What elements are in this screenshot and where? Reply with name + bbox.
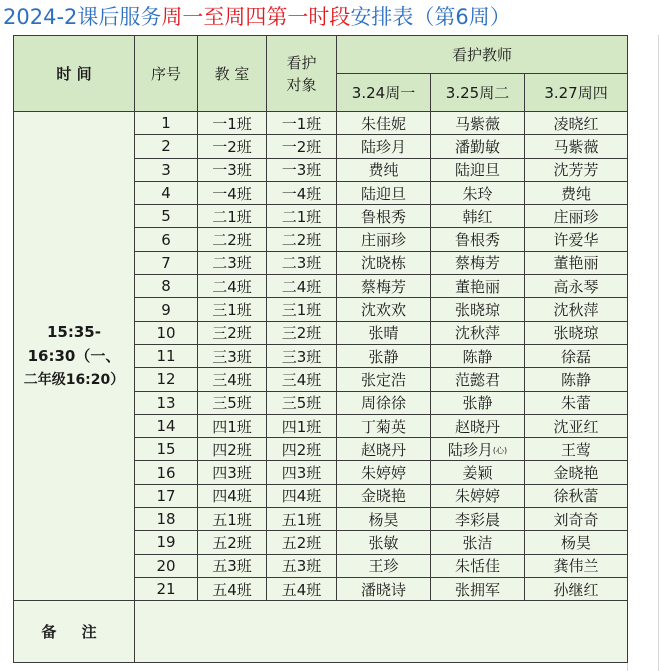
target-cell-text: 四2班 (281, 440, 322, 459)
room-cell (198, 205, 267, 228)
room-cell (198, 508, 267, 531)
target-cell (267, 577, 337, 600)
teacher-day3-cell (525, 508, 628, 531)
seq-cell-text: 20 (156, 556, 176, 575)
room-cell-text: 五1班 (212, 510, 252, 529)
teacher-day2-cell (431, 298, 525, 321)
teacher-day1-cell (337, 508, 431, 531)
teacher-day1-cell-text: 鲁根秀 (360, 207, 406, 226)
seq-cell (135, 205, 198, 228)
room-cell (198, 368, 267, 391)
room-cell (198, 531, 267, 554)
teacher-day1-cell-text: 张定浩 (360, 370, 406, 389)
room-cell-text: 三5班 (212, 394, 252, 413)
teacher-day1-cell-text: 赵晓丹 (360, 440, 406, 459)
room-cell (198, 391, 267, 414)
seq-cell-text: 14 (156, 417, 176, 435)
target-cell (267, 414, 337, 437)
teacher-day3-cell (525, 391, 628, 414)
room-cell (198, 321, 267, 344)
teacher-day1-cell (337, 251, 431, 274)
teacher-day2-cell-text: 张洁 (462, 533, 493, 552)
teacher-day2-cell-text: 陆珍月 (447, 440, 493, 459)
seq-cell-text: 11 (156, 347, 176, 366)
target-cell (267, 508, 337, 531)
room-cell (198, 251, 267, 274)
teacher-day2-cell-text: 陆迎旦 (454, 161, 500, 180)
teacher-day2-cell (431, 158, 525, 181)
teacher-day1-cell-text: 朱佳妮 (360, 114, 406, 133)
room-cell (198, 158, 267, 181)
teacher-day1-cell-text: 杨昊 (368, 510, 399, 529)
header-target-line2: 对象 (286, 75, 317, 94)
seq-cell (135, 438, 198, 461)
target-cell-text: 二1班 (281, 207, 322, 226)
target-cell (267, 158, 337, 181)
seq-cell (135, 484, 198, 507)
header-day-1: 3.24周一 (337, 74, 431, 112)
teacher-day2-cell-text: 李彩晨 (454, 510, 500, 529)
teacher-day3-cell-text: 费纯 (561, 184, 592, 203)
teacher-day1-cell (337, 112, 431, 135)
teacher-day3-cell (525, 461, 628, 484)
teacher-day1-cell (337, 275, 431, 298)
seq-cell-text: 6 (161, 230, 171, 249)
time-slot-line: 二年级16:20） (23, 372, 125, 389)
header-day-3: 3.27周四 (525, 74, 628, 112)
target-cell-text: 三1班 (281, 301, 322, 320)
teacher-day1-cell (337, 554, 431, 577)
room-cell-text: 五3班 (212, 557, 252, 576)
teacher-day3-cell (525, 344, 628, 367)
teacher-day3-cell-text: 董艳丽 (553, 254, 599, 273)
target-cell-text: 五4班 (281, 580, 322, 599)
teacher-day2-cell-text: 赵晓丹 (454, 417, 500, 436)
teacher-day2-cell (431, 344, 525, 367)
teacher-day1-cell-text: 周徐徐 (360, 394, 406, 413)
room-cell (198, 554, 267, 577)
notes-row (14, 601, 628, 663)
teacher-day1-cell-text: 王珍 (368, 557, 399, 576)
target-cell (267, 135, 337, 158)
table-row (14, 112, 628, 135)
target-cell (267, 391, 337, 414)
seq-cell-text: 10 (156, 323, 176, 342)
teacher-day3-cell-text: 孙继红 (553, 580, 599, 599)
target-cell-text: 三5班 (281, 394, 322, 413)
seq-cell (135, 112, 198, 135)
target-cell (267, 484, 337, 507)
seq-cell (135, 344, 198, 367)
teacher-day1-cell (337, 531, 431, 554)
header-target (267, 36, 337, 112)
teacher-day3-cell (525, 414, 628, 437)
schedule-table (13, 35, 628, 663)
teacher-day1-cell (337, 205, 431, 228)
teacher-day2-cell-text: 范懿君 (454, 370, 500, 389)
teacher-day1-cell-text: 沈晓栋 (360, 254, 406, 273)
teacher-day3-cell-text: 沈秋萍 (553, 301, 599, 320)
teacher-day1-cell (337, 135, 431, 158)
teacher-day1-cell-text: 朱婷婷 (360, 464, 406, 483)
teacher-day2-cell (431, 438, 525, 461)
notes-label: 备 注 (14, 601, 135, 663)
teacher-day2-cell (431, 577, 525, 600)
room-cell-text: 五4班 (212, 580, 252, 599)
teacher-day3-cell-text: 沈芳芳 (553, 161, 599, 180)
target-cell-text: 一3班 (281, 161, 322, 180)
teacher-day1-cell (337, 414, 431, 437)
teacher-day3-cell (525, 251, 628, 274)
room-cell-text: 一1班 (212, 114, 252, 133)
teacher-day2-cell-text: 朱恬佳 (454, 557, 500, 576)
teacher-day2-cell-text: 陈静 (462, 347, 493, 366)
seq-cell (135, 414, 198, 437)
seq-cell (135, 368, 198, 391)
seq-cell-text: 4 (161, 184, 171, 203)
target-cell (267, 438, 337, 461)
teacher-day1-cell-text: 金晓艳 (360, 487, 406, 506)
teacher-day3-cell (525, 531, 628, 554)
target-cell-text: 五2班 (281, 533, 322, 552)
teacher-day2-cell (431, 205, 525, 228)
room-cell-text: 五2班 (212, 533, 252, 552)
seq-cell-text: 9 (161, 300, 171, 319)
seq-cell (135, 228, 198, 251)
seq-cell (135, 577, 198, 600)
header-time: 时 间 (14, 36, 135, 112)
teacher-day2-cell (431, 228, 525, 251)
teacher-day1-cell-text: 张晴 (368, 324, 399, 343)
seq-cell (135, 321, 198, 344)
teacher-day1-cell (337, 577, 431, 600)
target-cell-text: 一1班 (281, 114, 322, 133)
teacher-day3-cell-text: 马紫薇 (553, 137, 599, 156)
teacher-day1-cell-text: 沈欢欢 (360, 301, 406, 320)
teacher-day3-cell-text: 凌晓红 (553, 114, 599, 133)
room-cell-text: 三4班 (212, 370, 252, 389)
teacher-day2-cell (431, 554, 525, 577)
teacher-day3-cell (525, 135, 628, 158)
header-target-line1: 看护 (286, 53, 317, 72)
target-cell (267, 205, 337, 228)
seq-cell-text: 16 (156, 463, 176, 482)
teacher-day2-cell-text: 张晓琼 (454, 301, 500, 320)
seq-cell-text: 21 (156, 580, 176, 599)
teacher-day3-cell (525, 484, 628, 507)
target-cell (267, 554, 337, 577)
room-cell (198, 298, 267, 321)
time-slot-cell (14, 112, 135, 601)
target-cell (267, 298, 337, 321)
teacher-day3-cell-text: 龚伟兰 (553, 557, 599, 576)
target-cell-text: 三3班 (281, 347, 322, 366)
target-cell (267, 531, 337, 554)
teacher-day1-cell-text: 陆珍月 (360, 137, 406, 156)
teacher-day1-cell (337, 321, 431, 344)
teacher-day3-cell-text: 王莺 (561, 440, 592, 459)
header-teachers: 看护教师 (337, 36, 628, 74)
teacher-day1-cell (337, 181, 431, 204)
seq-cell (135, 251, 198, 274)
teacher-day2-cell (431, 414, 525, 437)
teacher-day1-cell (337, 298, 431, 321)
teacher-day1-cell-text: 潘晓诗 (360, 580, 406, 599)
room-cell (198, 484, 267, 507)
teacher-note: (心) (492, 445, 508, 455)
teacher-day2-cell-text: 马紫薇 (454, 114, 500, 133)
seq-cell-text: 19 (156, 533, 176, 552)
target-cell (267, 321, 337, 344)
teacher-day3-cell-text: 陈静 (561, 370, 592, 389)
seq-cell-text: 18 (156, 510, 176, 529)
teacher-day3-cell (525, 321, 628, 344)
teacher-day1-cell (337, 344, 431, 367)
room-cell (198, 181, 267, 204)
teacher-day1-cell-text: 张静 (368, 347, 399, 366)
target-cell-text: 二3班 (281, 254, 322, 273)
title-part-2: 周一至周四第一时段 (161, 5, 351, 29)
teacher-day1-cell (337, 461, 431, 484)
target-cell-text: 四1班 (281, 417, 322, 436)
teacher-day3-cell (525, 298, 628, 321)
teacher-day2-cell-text: 姜颖 (462, 464, 493, 483)
teacher-day3-cell (525, 577, 628, 600)
teacher-day2-cell-text: 董艳丽 (454, 277, 500, 296)
seq-cell (135, 135, 198, 158)
page-title (0, 0, 659, 34)
teacher-day2-cell-text: 蔡梅芳 (454, 254, 500, 273)
time-slot-line: 15:35- (47, 323, 101, 342)
room-cell (198, 577, 267, 600)
seq-cell (135, 554, 198, 577)
teacher-day1-cell-text: 陆迎旦 (360, 184, 406, 203)
target-cell (267, 461, 337, 484)
teacher-day3-cell (525, 368, 628, 391)
title-part-1: 2024-2课后服务 (3, 5, 162, 29)
header-seq: 序号 (135, 36, 198, 112)
target-cell (267, 112, 337, 135)
room-cell-text: 二3班 (212, 254, 252, 273)
room-cell (198, 438, 267, 461)
seq-cell-text: 7 (161, 253, 171, 272)
teacher-day2-cell (431, 368, 525, 391)
seq-cell (135, 391, 198, 414)
seq-cell-text: 8 (161, 277, 171, 296)
room-cell-text: 四3班 (212, 464, 252, 483)
target-cell-text: 四3班 (281, 464, 322, 483)
teacher-day2-cell (431, 321, 525, 344)
teacher-day2-cell (431, 112, 525, 135)
teacher-day3-cell-text: 庄丽珍 (553, 207, 599, 226)
teacher-day3-cell-text: 徐磊 (561, 347, 592, 366)
teacher-day1-cell-text: 蔡梅芳 (360, 277, 406, 296)
teacher-day2-cell-text: 鲁根秀 (454, 231, 500, 250)
room-cell-text: 二1班 (212, 207, 252, 226)
teacher-day3-cell (525, 181, 628, 204)
teacher-day3-cell (525, 438, 628, 461)
seq-cell (135, 275, 198, 298)
header-room: 教 室 (198, 36, 267, 112)
seq-cell-text: 13 (156, 393, 176, 412)
teacher-day2-cell (431, 531, 525, 554)
room-cell (198, 344, 267, 367)
room-cell (198, 135, 267, 158)
teacher-day3-cell-text: 沈亚红 (553, 417, 599, 436)
teacher-day3-cell-text: 金晓艳 (553, 464, 599, 483)
room-cell-text: 三1班 (212, 301, 252, 320)
teacher-day2-cell (431, 251, 525, 274)
seq-cell-text: 3 (161, 160, 171, 179)
seq-cell (135, 298, 198, 321)
teacher-day3-cell (525, 158, 628, 181)
seq-cell (135, 158, 198, 181)
seq-cell-text: 1 (161, 114, 171, 133)
room-cell (198, 461, 267, 484)
room-cell-text: 一4班 (212, 184, 252, 203)
teacher-day3-cell (525, 205, 628, 228)
room-cell-text: 三3班 (212, 347, 252, 366)
teacher-day2-cell-text: 朱玲 (462, 184, 493, 203)
room-cell-text: 四2班 (212, 440, 252, 459)
teacher-day3-cell-text: 徐秋蕾 (553, 487, 599, 506)
teacher-day2-cell-text: 韩红 (462, 207, 493, 226)
header-day-2: 3.25周二 (431, 74, 525, 112)
teacher-day1-cell-text: 庄丽珍 (360, 231, 406, 250)
teacher-day1-cell-text: 费纯 (368, 161, 399, 180)
room-cell-text: 二4班 (212, 277, 252, 296)
seq-cell-text: 17 (156, 486, 176, 505)
teacher-day3-cell (525, 275, 628, 298)
teacher-day2-cell-text: 张拥军 (454, 580, 500, 599)
seq-cell (135, 461, 198, 484)
teacher-day2-cell (431, 181, 525, 204)
teacher-day2-cell-text: 张静 (462, 394, 493, 413)
teacher-day1-cell-text: 丁菊英 (360, 417, 406, 436)
teacher-day2-cell (431, 508, 525, 531)
time-slot-line: 16:30（一、 (27, 347, 121, 366)
target-cell-text: 二4班 (281, 277, 322, 296)
teacher-day2-cell (431, 275, 525, 298)
target-cell-text: 五1班 (281, 510, 322, 529)
teacher-day2-cell (431, 135, 525, 158)
teacher-day1-cell (337, 391, 431, 414)
seq-cell (135, 181, 198, 204)
room-cell (198, 112, 267, 135)
room-cell (198, 275, 267, 298)
target-cell (267, 344, 337, 367)
target-cell (267, 251, 337, 274)
room-cell (198, 228, 267, 251)
target-cell-text: 一4班 (281, 184, 322, 203)
teacher-day1-cell (337, 158, 431, 181)
room-cell-text: 四1班 (212, 417, 252, 436)
teacher-day2-cell-text: 潘勤敏 (454, 137, 500, 156)
seq-cell-text: 12 (156, 370, 176, 389)
notes-value (135, 601, 628, 663)
target-cell-text: 三4班 (281, 370, 322, 389)
target-cell-text: 三2班 (281, 324, 322, 343)
seq-cell-text: 15 (156, 440, 176, 459)
target-cell (267, 228, 337, 251)
seq-cell-text: 2 (161, 137, 171, 156)
room-cell-text: 二2班 (212, 231, 252, 250)
teacher-day2-cell (431, 484, 525, 507)
teacher-day1-cell-text: 张敏 (368, 533, 399, 552)
target-cell (267, 368, 337, 391)
target-cell (267, 275, 337, 298)
target-cell-text: 四4班 (281, 487, 322, 506)
teacher-day3-cell (525, 112, 628, 135)
teacher-day2-cell-text: 朱婷婷 (454, 487, 500, 506)
room-cell-text: 一3班 (212, 161, 252, 180)
room-cell (198, 414, 267, 437)
teacher-day1-cell (337, 438, 431, 461)
teacher-day2-cell (431, 461, 525, 484)
teacher-day1-cell (337, 368, 431, 391)
target-cell (267, 181, 337, 204)
teacher-day3-cell-text: 杨昊 (561, 533, 592, 552)
room-cell-text: 三2班 (212, 324, 252, 343)
room-cell-text: 一2班 (212, 137, 252, 156)
target-cell-text: 五3班 (281, 557, 322, 576)
teacher-day3-cell-text: 朱蕾 (561, 394, 592, 413)
teacher-day3-cell-text: 张晓琼 (553, 324, 599, 343)
target-cell-text: 二2班 (281, 231, 322, 250)
teacher-day3-cell-text: 高永琴 (553, 277, 599, 296)
room-cell-text: 四4班 (212, 487, 252, 506)
seq-cell (135, 508, 198, 531)
seq-cell (135, 531, 198, 554)
teacher-day2-cell-text: 沈秋萍 (454, 324, 500, 343)
teacher-day3-cell-text: 刘奇奇 (553, 510, 599, 529)
target-cell-text: 一2班 (281, 137, 322, 156)
teacher-day1-cell (337, 484, 431, 507)
teacher-day2-cell (431, 391, 525, 414)
seq-cell-text: 5 (161, 207, 171, 226)
teacher-day3-cell (525, 228, 628, 251)
teacher-day3-cell (525, 554, 628, 577)
teacher-day3-cell-text: 许爱华 (553, 231, 599, 250)
teacher-day1-cell (337, 228, 431, 251)
title-part-3: 安排表（第6周） (350, 5, 511, 29)
